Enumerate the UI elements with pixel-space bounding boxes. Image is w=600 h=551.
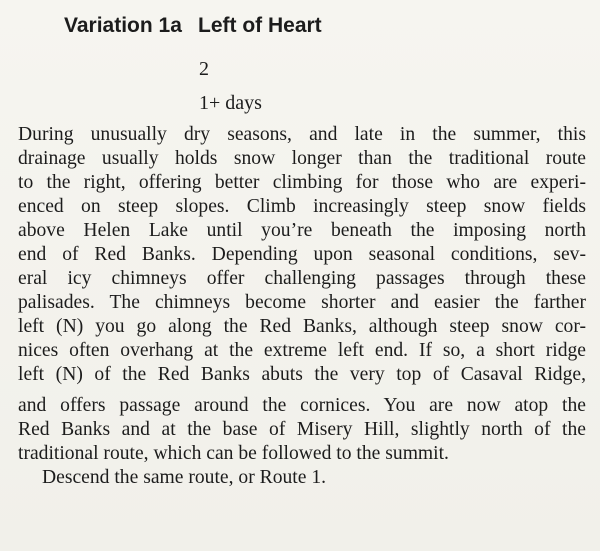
route-description: [18, 123, 586, 490]
route-heading: [64, 14, 322, 38]
descend-note: Descend the same route, or Route 1.: [42, 467, 327, 488]
variation-number: Variation 1a: [64, 14, 182, 37]
variation-title: Left of Heart: [198, 14, 322, 37]
description-line: nices often overhang at the extreme left end. If so, a short ridge: [18, 340, 586, 361]
description-line: and offers passage around the cornices. You are now atop the: [18, 395, 586, 416]
difficulty-value: 2: [199, 58, 209, 80]
description-line: traditional route, which can be followed to the summit.: [18, 443, 449, 464]
description-line: palisades. The chimneys become shorter and easier the farther: [18, 292, 586, 313]
description-line: drainage usually holds snow longer than the traditional route: [18, 148, 586, 169]
description-line: end of Red Banks. Depending upon seasonal conditions, sev-: [18, 244, 586, 265]
description-line: Red Banks and at the base of Misery Hill, slightly north of the: [18, 419, 586, 440]
description-line: left (N) you go along the Red Banks, although steep snow cor-: [18, 316, 586, 337]
description-line: left (N) of the Red Banks abuts the very top of Casaval Ridge,: [18, 364, 586, 385]
description-line: eral icy chimneys offer challenging passages through these: [18, 268, 586, 289]
description-line: enced on steep slopes. Climb increasingly steep snow fields: [18, 196, 586, 217]
description-line: to the right, offering better climbing for those who are experi-: [18, 172, 586, 193]
time-value: 1+ days: [199, 92, 262, 114]
description-line: During unusually dry seasons, and late in the summer, this: [18, 124, 586, 145]
description-line: above Helen Lake until you’re beneath the imposing north: [18, 220, 586, 241]
